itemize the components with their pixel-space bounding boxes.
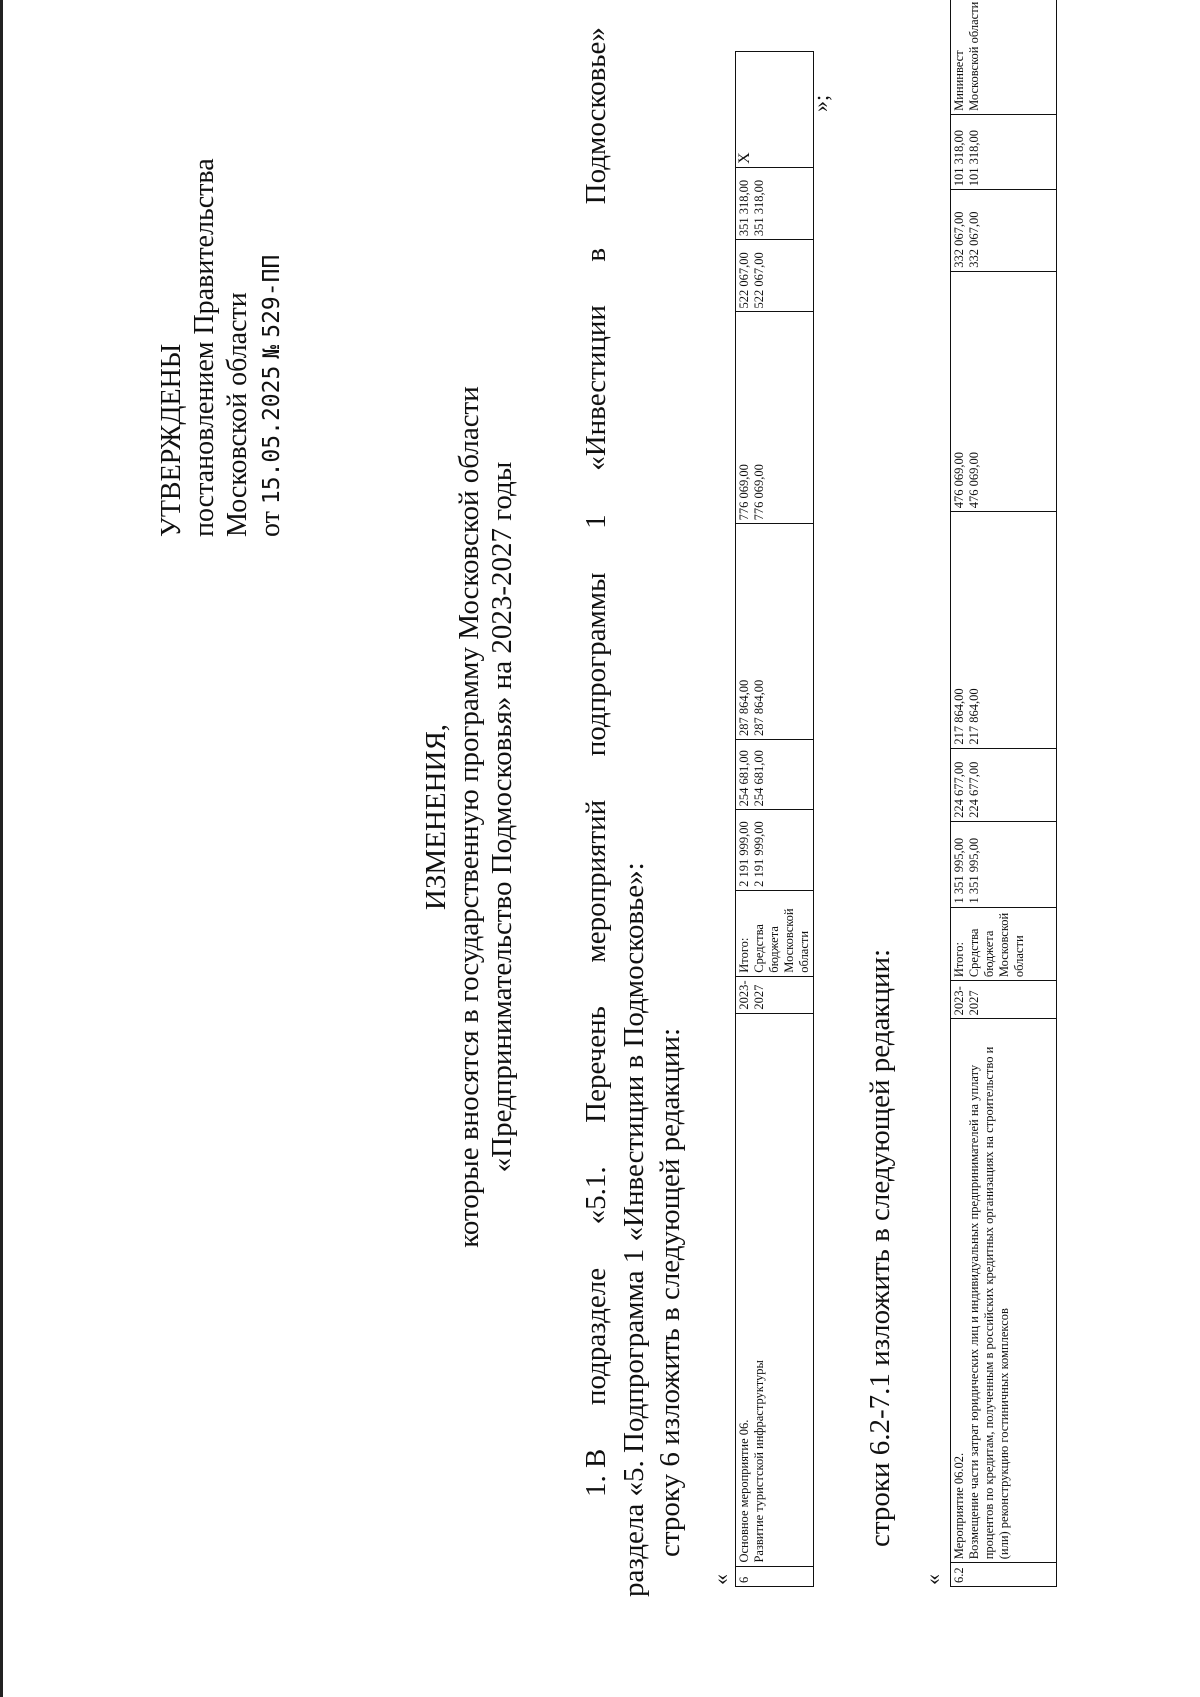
value: 217 864,00 bbox=[952, 688, 966, 745]
activity-name bbox=[951, 1019, 1057, 1563]
amount-2026 bbox=[951, 190, 1057, 272]
approval-date: 15.05.2025 bbox=[259, 365, 285, 505]
value: 522 067,00 bbox=[752, 252, 766, 309]
years: 2023-2027 bbox=[736, 976, 814, 1013]
table-row bbox=[736, 52, 814, 1587]
approval-line2: Московской области bbox=[222, 292, 253, 537]
value: 101 318,00 bbox=[967, 129, 981, 187]
activity-name-line2: Развитие туристской инфраструктуры bbox=[752, 1360, 766, 1563]
value: 287 864,00 bbox=[737, 679, 751, 736]
approval-number: 529-ПП bbox=[259, 254, 285, 338]
table-row bbox=[951, 0, 1057, 1587]
approval-from: от bbox=[255, 511, 286, 537]
p1-word: «Инвестиции bbox=[580, 305, 612, 471]
amount-2027 bbox=[951, 114, 1057, 189]
paragraph2: строки 6.2-7.1 изложить в следующей редакции: bbox=[864, 948, 896, 1547]
p1-word: Перечень bbox=[580, 1006, 612, 1123]
title-line3: «Предпринимательство Подмосковья» на 2023-2027 годы bbox=[486, 461, 518, 1173]
value: 1 351 995,00 bbox=[952, 837, 966, 904]
value: 217 864,00 bbox=[967, 688, 981, 745]
value: 2 191 999,00 bbox=[752, 821, 766, 887]
activity-name-line1: Основное мероприятие 06. bbox=[737, 1419, 751, 1563]
activity-name-line1: Мероприятие 06.02. bbox=[952, 1452, 966, 1560]
amount-2024 bbox=[736, 524, 814, 740]
funding-source bbox=[951, 907, 1057, 981]
funding-source bbox=[736, 890, 814, 976]
row-number: 6 bbox=[736, 1566, 814, 1586]
value: 224 677,00 bbox=[967, 761, 981, 818]
p1-word: «5.1. bbox=[580, 1166, 612, 1225]
value: 332 067,00 bbox=[952, 211, 966, 268]
table-row-6-2 bbox=[950, 0, 1057, 1587]
amount-2026 bbox=[736, 240, 814, 312]
value: 2 191 999,00 bbox=[737, 821, 751, 887]
value: 776 069,00 bbox=[737, 464, 751, 521]
value: 476 069,00 bbox=[952, 452, 966, 509]
p1-word: мероприятий bbox=[580, 799, 612, 963]
value: 254 681,00 bbox=[752, 750, 766, 807]
table-row-6 bbox=[735, 51, 814, 1587]
p1-word: 1. В bbox=[580, 1448, 612, 1497]
responsible: X bbox=[736, 52, 814, 168]
open-quote-2: « bbox=[920, 1574, 945, 1585]
amount-2024 bbox=[951, 512, 1057, 748]
source-budget: Средства бюджета Московской области bbox=[752, 908, 811, 973]
source-total: Итого: bbox=[952, 942, 966, 978]
title-line2: которые вносятся в государственную программу Московской области bbox=[453, 386, 485, 1248]
paragraph1-line2: раздела «5. Подпрограмма 1 «Инвестиции в Подмосковье»: bbox=[618, 862, 650, 1597]
amount-2025 bbox=[736, 312, 814, 524]
amount-2027 bbox=[736, 167, 814, 239]
value: 224 677,00 bbox=[952, 761, 966, 818]
row-number: 6.2 bbox=[951, 1563, 1057, 1587]
value: 1 351 995,00 bbox=[967, 837, 981, 904]
amount-2023 bbox=[736, 739, 814, 809]
value: 776 069,00 bbox=[752, 464, 766, 521]
approval-line3 bbox=[254, 158, 289, 537]
value: 522 067,00 bbox=[737, 252, 751, 309]
paragraph1-line3: строку 6 изложить в следующей редакции: bbox=[654, 1028, 686, 1557]
approval-block bbox=[155, 158, 289, 537]
p1-word: 1 bbox=[580, 514, 612, 529]
open-quote-1: « bbox=[708, 1574, 733, 1585]
value: 101 318,00 bbox=[952, 129, 966, 187]
amount-total bbox=[736, 810, 814, 890]
approval-heading: УТВЕРЖДЕНЫ bbox=[156, 343, 187, 537]
source-budget: Средства бюджета Московской области bbox=[967, 912, 1026, 978]
paragraph1-line1 bbox=[578, 27, 614, 1597]
activity-name bbox=[736, 1013, 814, 1566]
approval-number-sign: № bbox=[259, 344, 285, 359]
p1-word: в bbox=[580, 247, 612, 262]
document-title bbox=[420, 317, 519, 1317]
close-mark: »; bbox=[808, 94, 833, 112]
value: 287 864,00 bbox=[752, 679, 766, 736]
amount-total bbox=[951, 821, 1057, 907]
p1-word: подразделе bbox=[580, 1267, 612, 1406]
value: 254 681,00 bbox=[737, 750, 751, 807]
amount-2023 bbox=[951, 748, 1057, 821]
value: 332 067,00 bbox=[967, 211, 981, 268]
value: 476 069,00 bbox=[967, 452, 981, 509]
title-line1: ИЗМЕНЕНИЯ, bbox=[420, 723, 452, 911]
activity-name-line2: Возмещение части затрат юридических лиц и индивидуальных предпринимателей на уплату процентов по кредитам, полученным в российских кредитных организациях на строительство и (или) реконструкцию гостиничных комплексов bbox=[967, 1046, 1011, 1560]
amount-2025 bbox=[951, 271, 1057, 511]
p1-word: Подмосковье» bbox=[580, 27, 612, 205]
years: 2023-2027 bbox=[951, 981, 1057, 1019]
responsible: Мининвест Московской области bbox=[951, 0, 1057, 114]
approval-line1: постановлением Правительства bbox=[189, 158, 220, 537]
value: 351 318,00 bbox=[752, 179, 766, 237]
source-total: Итого: bbox=[737, 937, 751, 973]
p1-word: подпрограммы bbox=[580, 572, 612, 757]
value: 351 318,00 bbox=[737, 179, 751, 237]
